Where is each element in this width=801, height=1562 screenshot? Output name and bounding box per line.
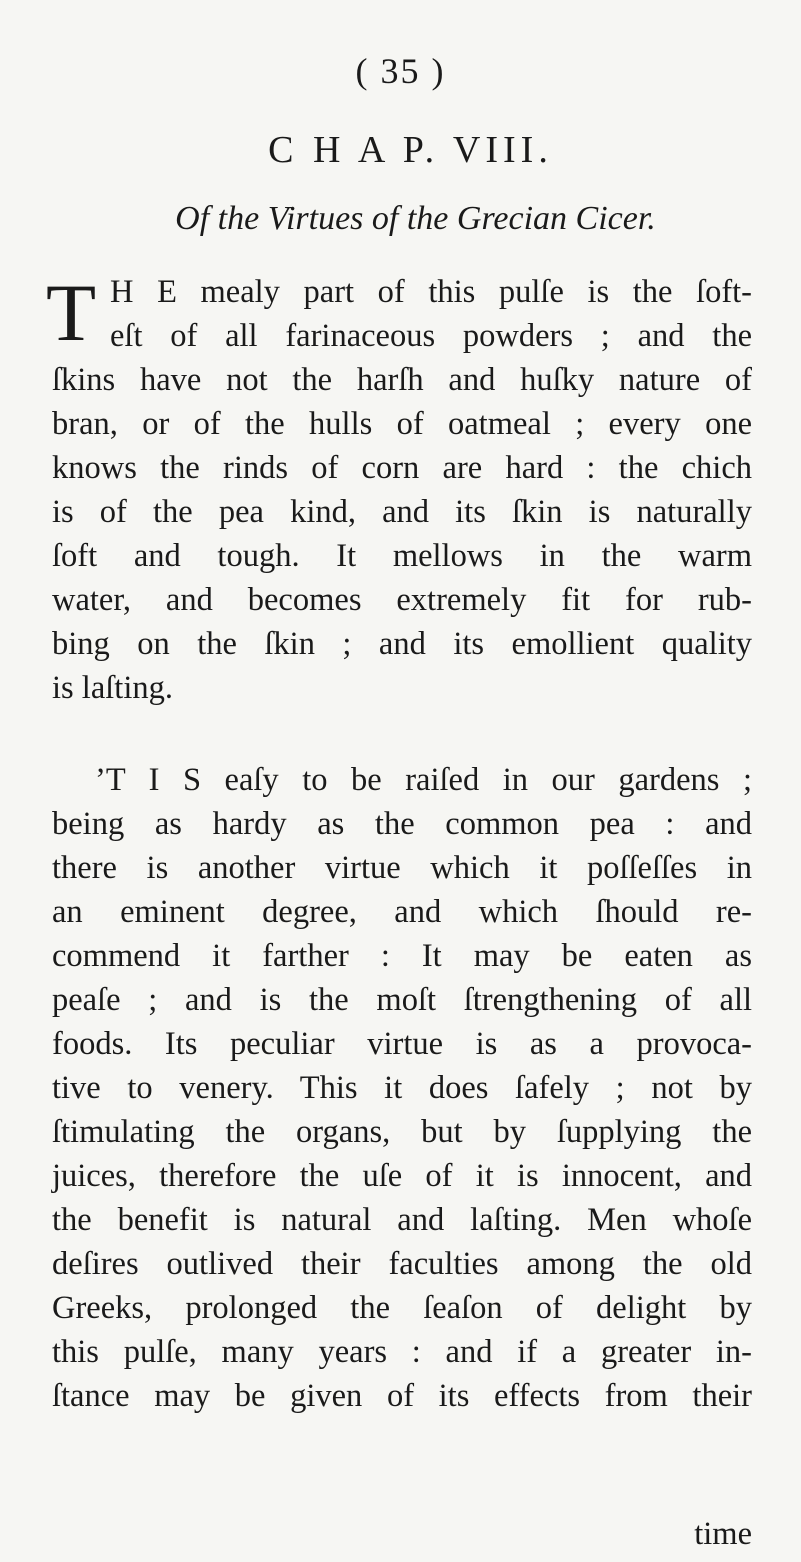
paragraph-1-line: knows the rinds of corn are hard : the chich [52, 450, 752, 486]
chapter-subtitle: Of the Virtues of the Grecian Cicer. [175, 200, 656, 237]
drop-cap: T [46, 267, 97, 358]
chapter-heading: C H A P. VIII. [268, 129, 553, 171]
paragraph-1-line: H E mealy part of this pulſe is the ſoft- [110, 274, 752, 310]
paragraph-1-line: ſkins have not the harſh and huſky nature of [52, 362, 752, 398]
paragraph-2-line: juices, therefore the uſe of it is innocent, and [52, 1158, 752, 1194]
paragraph-1-line: bran, or of the hulls of oatmeal ; every one [52, 406, 752, 442]
paragraph-2-line: tive to venery. This it does ſafely ; not by [52, 1070, 752, 1106]
paragraph-2-line: Greeks, prolonged the ſeaſon of delight by [52, 1290, 752, 1326]
paragraph-1-line: eſt of all farinaceous powders ; and the [110, 318, 752, 354]
paragraph-2-line: this pulſe, many years : and if a greater in- [52, 1334, 752, 1370]
paragraph-2-line: ſtance may be given of its effects from their [52, 1378, 752, 1414]
paragraph-1-line: ſoft and tough. It mellows in the warm [52, 538, 752, 574]
paragraph-2-line: ’T I S eaſy to be raiſed in our gardens ; [95, 762, 752, 798]
page-number: ( 35 ) [355, 51, 446, 91]
paragraph-2-line: there is another virtue which it poſſeſſes in [52, 850, 752, 886]
paragraph-2-line: an eminent degree, and which ſhould re- [52, 894, 752, 930]
paragraph-2-line: foods. Its peculiar virtue is as a provoca- [52, 1026, 752, 1062]
paragraph-2-line: the benefit is natural and laſting. Men whoſe [52, 1202, 752, 1238]
paragraph-2-line: peaſe ; and is the moſt ſtrengthening of all [52, 982, 752, 1018]
paragraph-2-line: being as hardy as the common pea : and [52, 806, 752, 842]
paragraph-2-line: ſtimulating the organs, but by ſupplying the [52, 1114, 752, 1150]
paragraph-1-line: is laſting. [52, 670, 173, 706]
catchword: time [694, 1516, 752, 1552]
paragraph-2-line: commend it farther : It may be eaten as [52, 938, 752, 974]
paragraph-2-line: deſires outlived their faculties among the old [52, 1246, 752, 1282]
paragraph-1-line: water, and becomes extremely fit for rub- [52, 582, 752, 618]
paragraph-1-line: is of the pea kind, and its ſkin is naturally [52, 494, 752, 530]
paragraph-1-line: bing on the ſkin ; and its emollient quality [52, 626, 752, 662]
